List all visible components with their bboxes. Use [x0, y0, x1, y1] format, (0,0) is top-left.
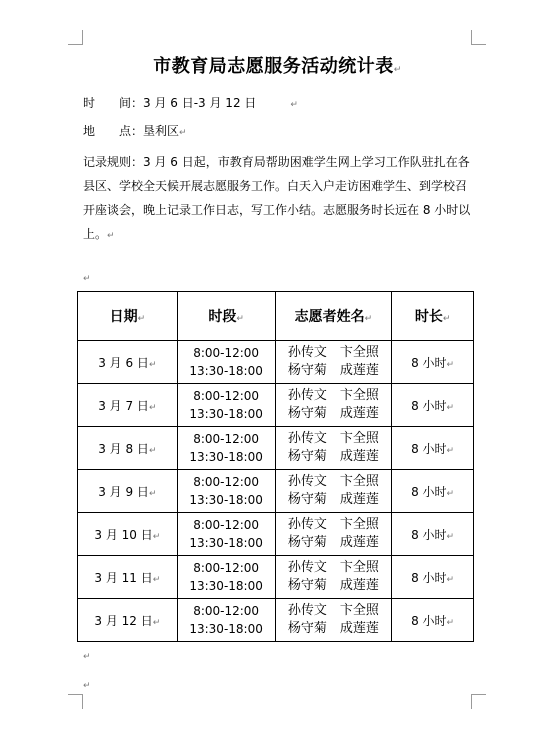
margin-corner-mark	[68, 694, 83, 709]
time-cell[interactable]: 8:00-12:00 13:30-18:00	[177, 556, 275, 599]
duration-cell[interactable]: 8 小时↵	[392, 384, 474, 427]
date-cell[interactable]: 3 月 8 日↵	[78, 427, 178, 470]
time-cell[interactable]: 8:00-12:00 13:30-18:00	[177, 470, 275, 513]
date-cell[interactable]: 3 月 10 日↵	[78, 513, 178, 556]
duration-cell[interactable]: 8 小时↵	[392, 341, 474, 384]
names-cell[interactable]: 孙传文 卞全照 杨守菊 成莲莲	[275, 599, 392, 642]
table-row	[78, 599, 474, 642]
names-cell[interactable]: 孙传文 卞全照 杨守菊 成莲莲	[275, 384, 392, 427]
place-label: 地 点：	[83, 124, 144, 138]
table-row	[78, 556, 474, 599]
place-value: 垦利区	[143, 124, 180, 138]
date-cell[interactable]: 3 月 12 日↵	[78, 599, 178, 642]
time-label: 时 间：	[83, 96, 144, 110]
rules-label: 记录规则：	[83, 155, 144, 169]
table-header-row	[78, 292, 474, 341]
table-row	[78, 341, 474, 384]
paragraph-mark: ↵	[393, 65, 402, 75]
table-row	[78, 384, 474, 427]
time-cell[interactable]: 8:00-12:00 13:30-18:00	[177, 427, 275, 470]
margin-corner-mark	[471, 30, 486, 45]
statistics-table[interactable]	[77, 291, 474, 642]
header-volunteer-names[interactable]: 志愿者姓名↵	[275, 292, 392, 341]
duration-cell[interactable]: 8 小时↵	[392, 470, 474, 513]
rules-paragraph[interactable]	[83, 150, 473, 248]
date-cell[interactable]: 3 月 11 日↵	[78, 556, 178, 599]
margin-corner-mark	[471, 694, 486, 709]
names-cell[interactable]: 孙传文 卞全照 杨守菊 成莲莲	[275, 556, 392, 599]
date-cell[interactable]: 3 月 9 日↵	[78, 470, 178, 513]
table-row	[78, 513, 474, 556]
date-cell[interactable]: 3 月 6 日↵	[78, 341, 178, 384]
document-title[interactable]	[80, 52, 475, 78]
paragraph-mark: ↵	[83, 274, 91, 284]
paragraph-mark: ↵	[107, 231, 115, 241]
duration-cell[interactable]: 8 小时↵	[392, 556, 474, 599]
names-cell[interactable]: 孙传文 卞全照 杨守菊 成莲莲	[275, 427, 392, 470]
names-cell[interactable]: 孙传文 卞全照 杨守菊 成莲莲	[275, 470, 392, 513]
header-duration[interactable]: 时长↵	[392, 292, 474, 341]
time-value: 3 月 6 日-3 月 12 日	[143, 96, 257, 110]
time-cell[interactable]: 8:00-12:00 13:30-18:00	[177, 384, 275, 427]
table-row	[78, 427, 474, 470]
time-cell[interactable]: 8:00-12:00 13:30-18:00	[177, 599, 275, 642]
place-line[interactable]	[83, 122, 187, 139]
table-row	[78, 470, 474, 513]
paragraph-mark: ↵	[290, 100, 298, 110]
paragraph-mark: ↵	[83, 652, 91, 662]
time-line[interactable]	[83, 94, 298, 111]
names-cell[interactable]: 孙传文 卞全照 杨守菊 成莲莲	[275, 341, 392, 384]
duration-cell[interactable]: 8 小时↵	[392, 427, 474, 470]
margin-corner-mark	[68, 30, 83, 45]
paragraph-mark: ↵	[179, 128, 187, 138]
date-cell[interactable]: 3 月 7 日↵	[78, 384, 178, 427]
duration-cell[interactable]: 8 小时↵	[392, 513, 474, 556]
time-cell[interactable]: 8:00-12:00 13:30-18:00	[177, 513, 275, 556]
header-time[interactable]: 时段↵	[177, 292, 275, 341]
header-date[interactable]: 日期↵	[78, 292, 178, 341]
title-text: 市教育局志愿服务活动统计表	[153, 56, 394, 77]
time-cell[interactable]: 8:00-12:00 13:30-18:00	[177, 341, 275, 384]
rules-text: 3 月 6 日起，市教育局帮助困难学生网上学习工作队驻扎在各县区、学校全天候开展志愿服务工作。白天入户走访困难学生、到学校召开座谈会，晚上记录工作日志，写工作小结。志愿服务时长远在 8 小时以上。	[83, 155, 471, 241]
names-cell[interactable]: 孙传文 卞全照 杨守菊 成莲莲	[275, 513, 392, 556]
duration-cell[interactable]: 8 小时↵	[392, 599, 474, 642]
paragraph-mark: ↵	[83, 681, 91, 691]
